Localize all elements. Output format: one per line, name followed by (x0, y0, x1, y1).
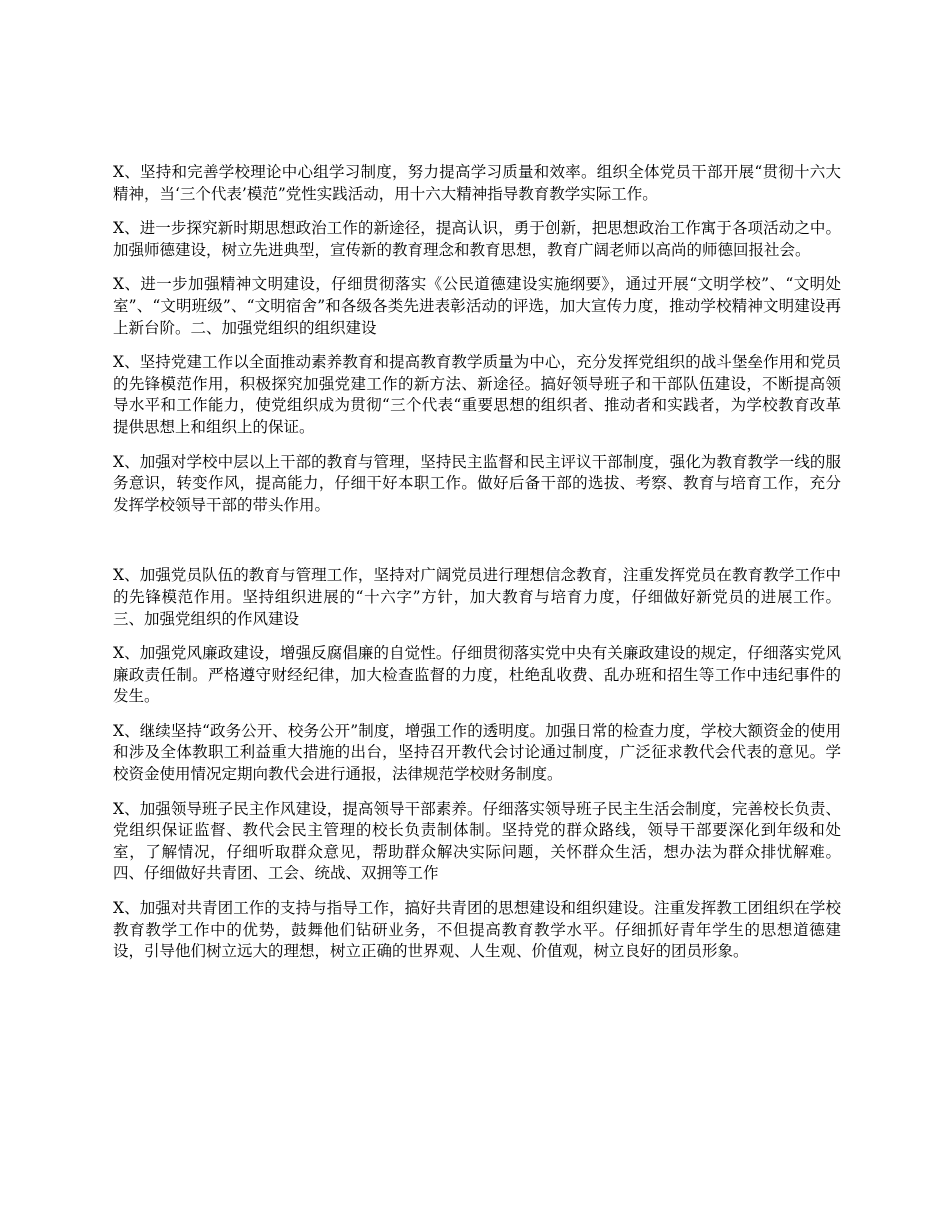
paragraph-5: X、加强对学校中层以上干部的教育与管理，坚持民主监督和民主评议干部制度，强化为教育教学一线的服务意识，转变作风，提高能力，仔细干好本职工作。做好后备干部的选拔、考察、教育与培育工作，充分发挥学校领导干部的带头作用。 (113, 452, 841, 514)
section-gap (113, 529, 841, 565)
paragraph-10: X、加强对共青团工作的支持与指导工作，搞好共青团的思想建设和组织建设。注重发挥教工团组织在学校教育教学工作中的优势，鼓舞他们钻研业务，不但提高教育教学水平。仔细抓好青年学生的思想道德建设，引导他们树立远大的理想，树立正确的世界观、人生观、价值观，树立良好的团员形象。 (113, 899, 841, 961)
paragraph-2: X、进一步探究新时期思想政治工作的新途径，提高认识，勇于创新，把思想政治工作寓于各项活动之中。加强师德建设，树立先进典型，宣传新的教育理念和教育思想，教育广阔老师以高尚的师德回报社会。 (113, 219, 841, 259)
document-body (113, 162, 841, 976)
paragraph-8: X、继续坚持“政务公开、校务公开”制度，增强工作的透明度。加强日常的检查力度，学校大额资金的使用和涉及全体教职工利益重大措施的出台，坚持召开教代会讨论通过制度，广泛征求教代会代表的意见。学校资金使用情况定期向教代会进行通报，法律规范学校财务制度。 (113, 721, 841, 784)
paragraph-9: X、加强领导班子民主作风建设，提高领导干部素养。仔细落实领导班子民主生活会制度，完善校长负责、党组织保证监督、教代会民主管理的校长负责制体制。坚持党的群众路线，领导干部要深化到年级和处室，了解情况，仔细听取群众意见，帮助群众解决实际问题，关怀群众生活，想办法为群众排忧解难。四、仔细做好共青团、工会、统战、双拥等工作 (113, 799, 841, 883)
paragraph-6: X、加强党员队伍的教育与管理工作，坚持对广阔党员进行理想信念教育，注重发挥党员在教育教学工作中的先锋模范作用。坚持组织进展的“十六字”方针，加大教育与培育力度，仔细做好新党员的进展工作。三、加强党组织的作风建设 (113, 566, 841, 628)
paragraph-7: X、加强党风廉政建设，增强反腐倡廉的自觉性。仔细贯彻落实党中央有关廉政建设的规定，仔细落实党风廉政责任制。严格遵守财经纪律，加大检查监督的力度，杜绝乱收费、乱办班和招生等工作中违纪事件的发生。 (113, 644, 841, 706)
paragraph-1: X、坚持和完善学校理论中心组学习制度，努力提高学习质量和效率。组织全体党员干部开展“贯彻十六大精神，当‘三个代表’模范”党性实践活动，用十六大精神指导教育教学实际工作。 (113, 163, 841, 203)
paragraph-4: X、坚持党建工作以全面推动素养教育和提高教育教学质量为中心，充分发挥党组织的战斗堡垒作用和党员的先锋模范作用，积极探究加强党建工作的新方法、新途径。搞好领导班子和干部队伍建设，不断提高领导水平和工作能力，使党组织成为贯彻“三个代表“重要思想的组织者、推动者和实践者，为学校教育改革提供思想上和组织上的保证。 (113, 353, 841, 436)
paragraph-3: X、进一步加强精神文明建设，仔细贯彻落实《公民道德建设实施纲要》，通过开展“文明学校”、“文明处室”、“文明班级”、“文明宿舍”和各级各类先进表彰活动的评选，加大宣传力度，推动学校精神文明建设再上新台阶。二、加强党组织的组织建设 (113, 275, 841, 337)
